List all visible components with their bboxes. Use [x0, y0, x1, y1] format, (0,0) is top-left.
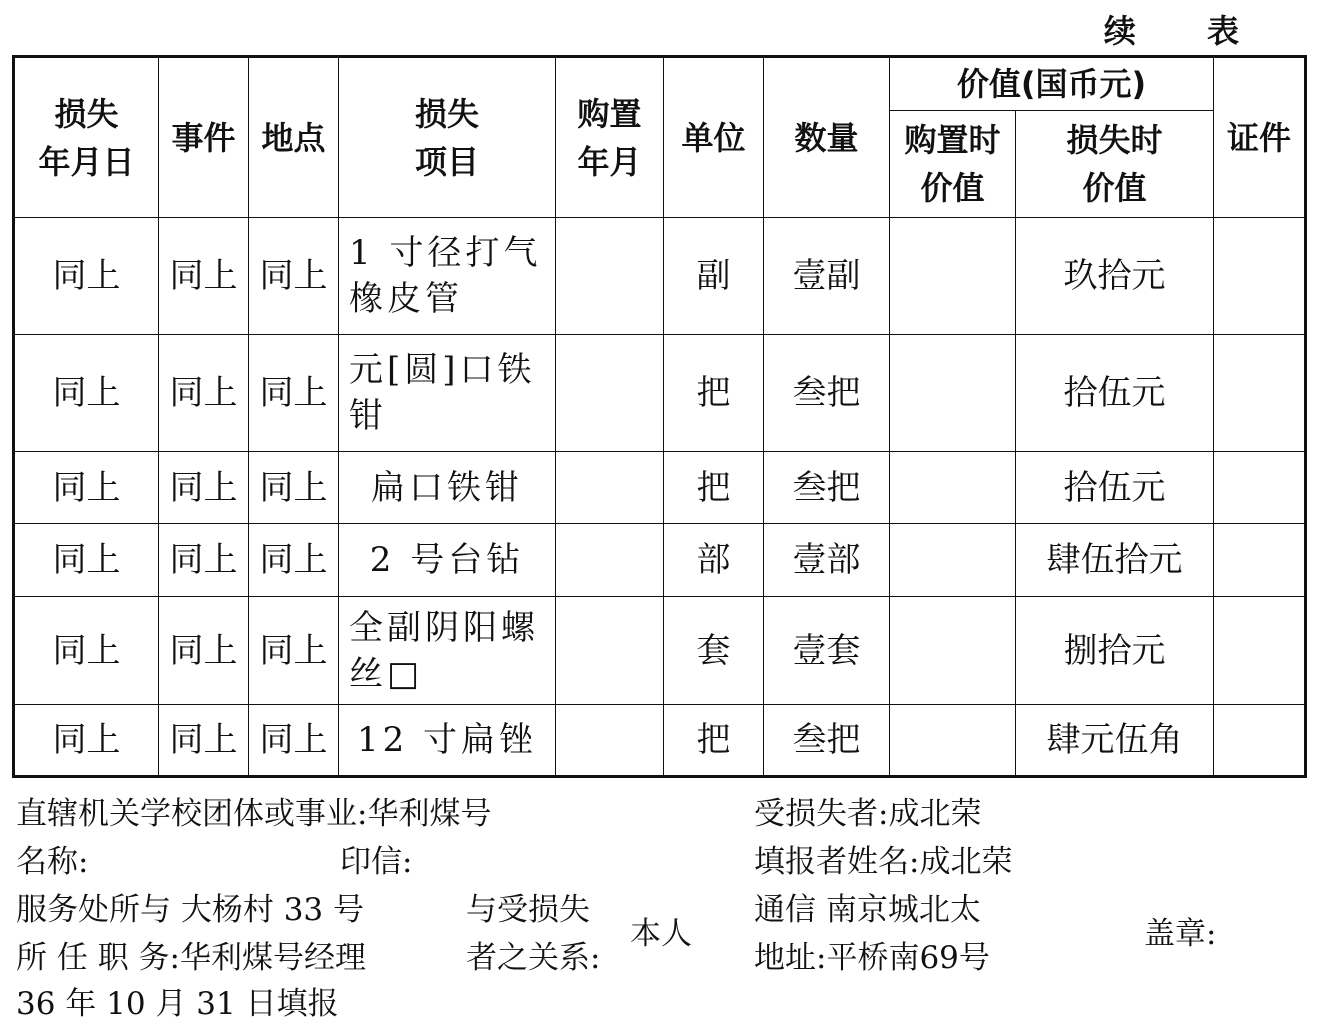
cell-unit: 副	[664, 218, 764, 335]
cell-value-at-loss: 拾伍元	[1016, 452, 1214, 524]
cell-quantity: 壹套	[764, 597, 890, 705]
header-purchase-date: 购置 年月	[556, 57, 664, 218]
stamp-label: 盖章:	[1144, 916, 1217, 952]
table-row	[14, 524, 1306, 597]
header-certificate: 证件	[1214, 57, 1306, 218]
cell-unit: 套	[664, 597, 764, 705]
cell-event: 同上	[159, 597, 249, 705]
cell-unit: 把	[664, 335, 764, 452]
org-value: 华利煤号	[367, 796, 492, 832]
cell-event: 同上	[159, 452, 249, 524]
cell-loss-date: 同上	[14, 452, 159, 524]
cell-purchase-date	[556, 524, 664, 597]
cell-value-at-loss: 捌拾元	[1016, 597, 1214, 705]
header-place: 地点	[249, 57, 339, 218]
cell-item: 12 寸扁锉	[339, 705, 556, 777]
org-label-1: 直辖机关学校团体或事业:	[16, 796, 368, 832]
cell-certificate	[1214, 705, 1306, 777]
position-label: 所 任 职 务:	[16, 940, 181, 976]
address-label: 服务处所与	[16, 892, 171, 928]
org-label-2: 名称:	[16, 844, 89, 880]
cell-purchase-date	[556, 218, 664, 335]
header-item: 损失 项目	[339, 57, 556, 218]
continued-table-label: 续 表	[1103, 12, 1269, 50]
address-value: 大杨村 33 号	[180, 892, 365, 928]
cell-purchase-date	[556, 705, 664, 777]
reporter-label: 填报者姓名:	[754, 844, 920, 880]
cell-certificate	[1214, 597, 1306, 705]
table-row	[14, 218, 1306, 335]
cell-loss-date: 同上	[14, 705, 159, 777]
relation-label-1: 与受损失	[466, 892, 590, 928]
cell-event: 同上	[159, 705, 249, 777]
cell-value-at-purchase	[890, 218, 1016, 335]
table-row	[14, 705, 1306, 777]
table-row	[14, 597, 1306, 705]
cell-purchase-date	[556, 452, 664, 524]
cell-quantity: 叁把	[764, 452, 890, 524]
header-value-group: 价值(国币元)	[890, 57, 1214, 111]
header-value-at-loss: 损失时 价值	[1016, 111, 1214, 218]
cell-value-at-purchase	[890, 705, 1016, 777]
cell-quantity: 叁把	[764, 705, 890, 777]
cell-value-at-loss: 肆伍拾元	[1016, 524, 1214, 597]
cell-place: 同上	[249, 524, 339, 597]
comm-line-1	[754, 886, 981, 934]
org-line-1	[16, 790, 491, 838]
comm-label: 通信	[754, 892, 816, 928]
cell-item: 元[圆]口铁钳	[339, 335, 556, 452]
cell-event: 同上	[159, 524, 249, 597]
cell-value-at-loss: 拾伍元	[1016, 335, 1214, 452]
cell-purchase-date	[556, 335, 664, 452]
loss-report-table	[12, 55, 1307, 778]
table-row	[14, 335, 1306, 452]
victim-label: 受损失者:	[754, 796, 889, 832]
header-quantity: 数量	[764, 57, 890, 218]
cell-unit: 部	[664, 524, 764, 597]
cell-value-at-purchase	[890, 524, 1016, 597]
cell-quantity: 壹部	[764, 524, 890, 597]
cell-place: 同上	[249, 335, 339, 452]
relation-label-2: 者之关系:	[466, 940, 601, 976]
cell-value-at-purchase	[890, 452, 1016, 524]
seal-label: 印信:	[340, 844, 413, 880]
cell-quantity: 叁把	[764, 335, 890, 452]
cell-certificate	[1214, 524, 1306, 597]
table-row	[14, 452, 1306, 524]
reporter-line	[754, 838, 1012, 886]
cell-item: 1 寸径打气橡皮管	[339, 218, 556, 335]
comm-value-1: 南京城北太	[825, 892, 981, 928]
cell-quantity: 壹副	[764, 218, 890, 335]
comm-label-2: 地址:	[754, 940, 827, 976]
cell-certificate	[1214, 218, 1306, 335]
cell-loss-date: 同上	[14, 335, 159, 452]
victim-value: 成北荣	[888, 796, 982, 832]
cell-loss-date: 同上	[14, 218, 159, 335]
cell-unit: 把	[664, 452, 764, 524]
cell-certificate	[1214, 335, 1306, 452]
position-value: 华利煤号经理	[180, 940, 367, 976]
cell-item: 扁口铁钳	[339, 452, 556, 524]
cell-item: 2 号台钻	[339, 524, 556, 597]
cell-place: 同上	[249, 705, 339, 777]
cell-value-at-loss: 玖拾元	[1016, 218, 1214, 335]
position-line	[16, 934, 366, 982]
cell-unit: 把	[664, 705, 764, 777]
cell-event: 同上	[159, 218, 249, 335]
cell-certificate	[1214, 452, 1306, 524]
header-unit: 单位	[664, 57, 764, 218]
relation-value: 本人	[630, 916, 692, 952]
reporter-value: 成北荣	[919, 844, 1013, 880]
comm-value-2: 平桥南69号	[826, 940, 990, 976]
cell-place: 同上	[249, 218, 339, 335]
cell-place: 同上	[249, 452, 339, 524]
comm-line-2	[754, 934, 990, 982]
cell-place: 同上	[249, 597, 339, 705]
cell-event: 同上	[159, 335, 249, 452]
address-line	[16, 886, 364, 934]
cell-value-at-loss: 肆元伍角	[1016, 705, 1214, 777]
cell-value-at-purchase	[890, 597, 1016, 705]
header-value-at-purchase: 购置时 价值	[890, 111, 1016, 218]
report-date: 36 年 10 月 31 日填报	[16, 986, 339, 1022]
victim-line	[754, 790, 981, 838]
cell-loss-date: 同上	[14, 597, 159, 705]
header-event: 事件	[159, 57, 249, 218]
cell-value-at-purchase	[890, 335, 1016, 452]
cell-loss-date: 同上	[14, 524, 159, 597]
cell-item: 全副阴阳螺丝□	[339, 597, 556, 705]
header-loss-date: 损失 年月日	[14, 57, 159, 218]
cell-purchase-date	[556, 597, 664, 705]
